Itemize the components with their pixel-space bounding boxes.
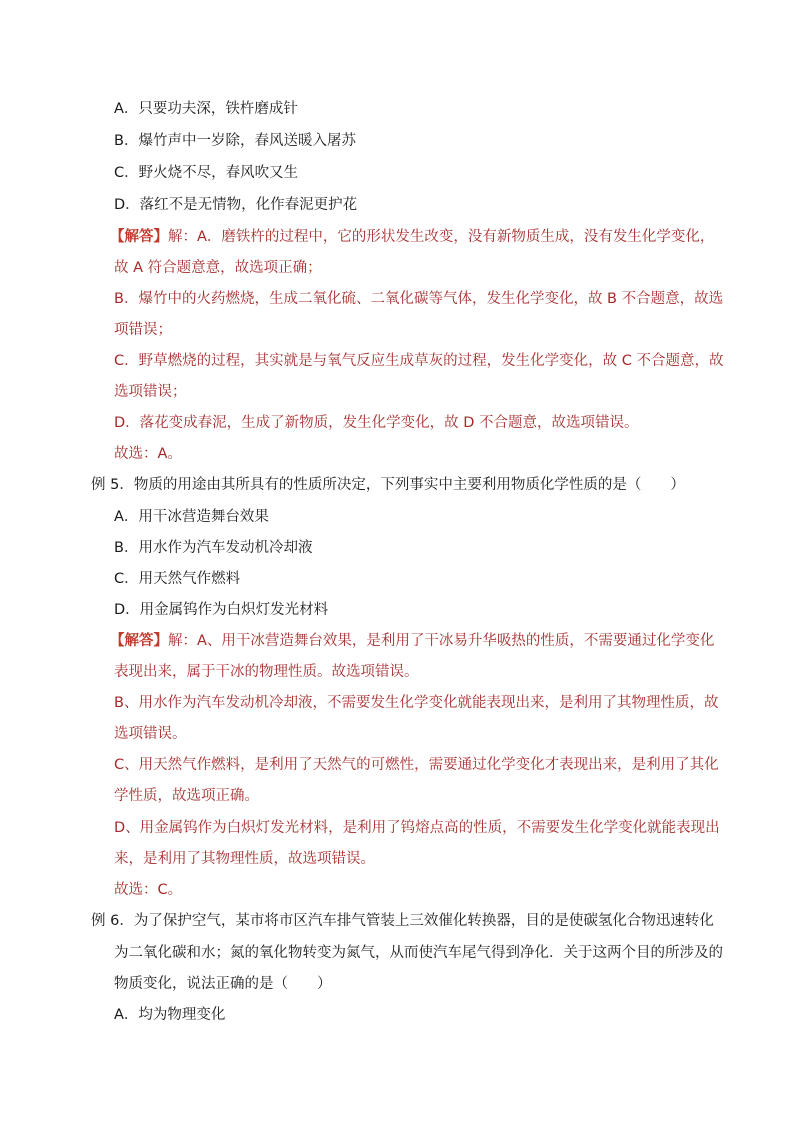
q5-answer-line-8: 来，是利用了其物理性质，故选项错误。	[114, 851, 375, 867]
q5-stem: 例 5．物质的用途由其所具有的性质所决定，下列事实中主要利用物质化学性质的是（ ）	[91, 477, 685, 493]
q5-option-b: B．用水作为汽车发动机冷却液	[114, 540, 313, 556]
q5-answer-line-1	[110, 631, 714, 651]
q5-answer-line-4: 选项错误。	[114, 726, 187, 742]
q5-answer-text: 解：A、用干冰营造舞台效果，是利用了干冰易升华吸热的性质，不需要通过化学变化	[168, 633, 715, 649]
q4-answer-line-4: 项错误；	[114, 322, 172, 338]
q4-answer-line-1	[110, 227, 714, 247]
q6-stem-line-1: 例 6．为了保护空气，某市将市区汽车排气管装上三效催化转换器，目的是使碳氢化合物迅速转化	[91, 913, 714, 929]
q5-answer-line-5: C、用天然气作燃料，是利用了天然气的可燃性，需要通过化学变化才表现出来，是利用了其化	[114, 757, 719, 773]
q5-option-a: A．用干冰营造舞台效果	[114, 509, 269, 525]
q4-answer-line-2: 故 A 符合题意意，故选项正确；	[114, 260, 322, 276]
q6-option-a: A．均为物理变化	[114, 1007, 226, 1023]
answer-tag: 【解答】	[110, 229, 168, 245]
q5-option-d: D．用金属钨作为白炽灯发光材料	[114, 602, 329, 618]
q4-answer-line-8: 故选：A。	[114, 446, 182, 462]
q5-answer-line-2: 表现出来，属于干冰的物理性质。故选项错误。	[114, 664, 419, 680]
q4-option-d: D．落红不是无情物，化作春泥更护花	[114, 197, 358, 213]
q4-option-a: A．只要功夫深，铁杵磨成针	[114, 101, 298, 117]
q5-answer-line-3: B、用水作为汽车发动机冷却液，不需要发生化学变化就能表现出来，是利用了其物理性质，故	[114, 695, 719, 711]
q4-option-c: C．野火烧不尽，春风吹又生	[114, 165, 299, 181]
q5-answer-line-6: 学性质，故选项正确。	[114, 788, 259, 804]
q5-option-c: C．用天然气作燃料	[114, 571, 241, 587]
q6-stem-line-3: 物质变化，说法正确的是（ ）	[114, 976, 332, 992]
q4-answer-line-6: 选项错误；	[114, 384, 187, 400]
q4-answer-line-5: C．野草燃烧的过程，其实就是与氧气反应生成草灰的过程，发生化学变化，故 C 不合题意，故	[114, 353, 724, 369]
q4-answer-text: 解：A．磨铁杵的过程中，它的形状发生改变，没有新物质生成，没有发生化学变化，	[168, 229, 715, 245]
q6-stem-line-2: 为二氧化碳和水；氮的氧化物转变为氮气，从而使汽车尾气得到净化．关于这两个目的所涉及的	[114, 945, 723, 961]
q4-option-b: B．爆竹声中一岁除，春风送暖入屠苏	[114, 133, 356, 149]
q5-answer-line-9: 故选：C。	[114, 882, 183, 898]
q5-answer-line-7: D、用金属钨作为白炽灯发光材料，是利用了钨熔点高的性质，不需要发生化学变化就能表现出	[114, 820, 720, 836]
q4-answer-line-7: D．落花变成春泥，生成了新物质，发生化学变化，故 D 不合题意，故选项错误。	[114, 415, 639, 431]
answer-tag: 【解答】	[110, 633, 168, 649]
q4-answer-line-3: B．爆竹中的火药燃烧，生成二氧化硫、二氧化碳等气体，发生化学变化，故 B 不合题意，故选	[114, 291, 724, 307]
